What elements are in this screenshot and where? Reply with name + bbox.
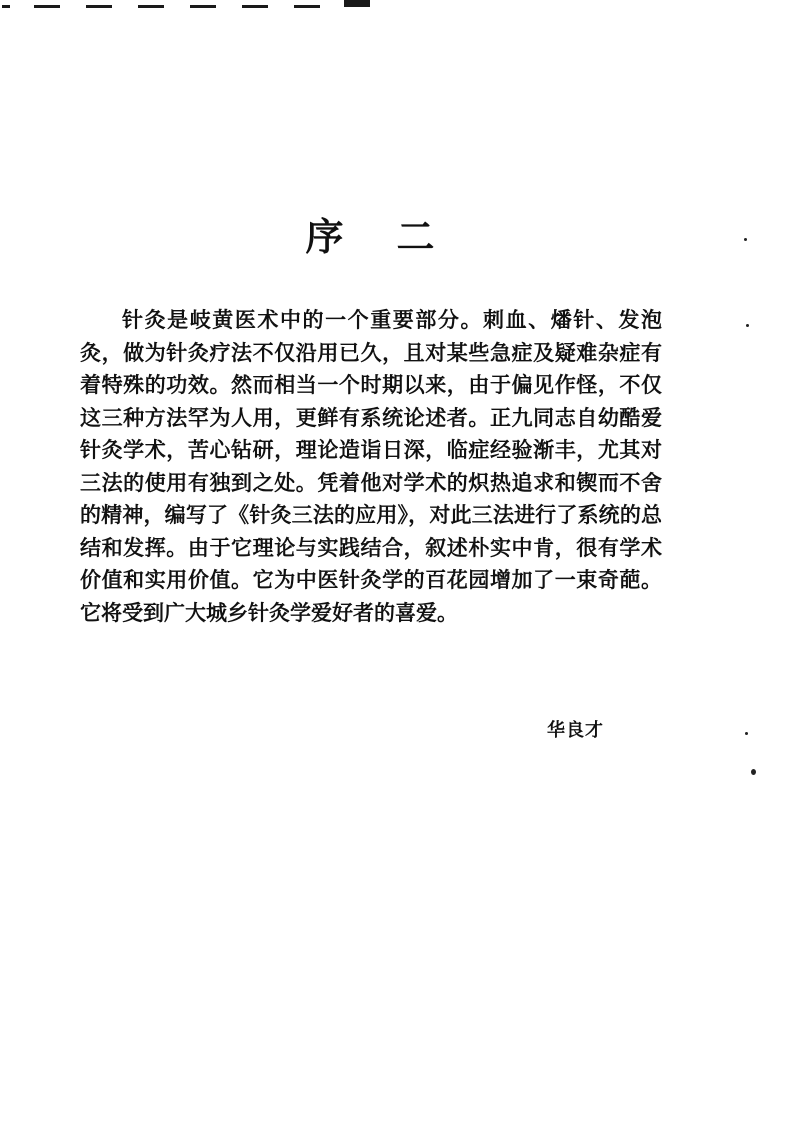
- scan-speck: [745, 732, 748, 735]
- page-title: 序 二: [305, 214, 435, 259]
- scan-speck: [751, 769, 756, 775]
- scan-speck: [744, 238, 747, 241]
- author-signature: 华良才: [547, 720, 604, 741]
- scan-edge-artifact: [0, 0, 380, 10]
- preface-body: 针灸是岐黄医术中的一个重要部分。刺血、燔针、发泡灸，做为针灸疗法不仅沿用已久，且对某些急症及疑难杂症有着特殊的功效。然而相当一个时期以来，由于偏见作怪，不仅这三种方法罕为人用，更鲜有系统论述者。正九同志自幼酷爱针灸学术，苦心钻研，理论造诣日深，临症经验渐丰，尤其对三法的使用有独到之处。凭着他对学术的炽热追求和锲而不舍的精神，编写了《针灸三法的应用》，对此三法进行了系统的总结和发挥。由于它理论与实践结合，叙述朴实中肯，很有学术价值和实用价值。它为中医针灸学的百花园增加了一束奇葩。它将受到广大城乡针灸学爱好者的喜爱。: [80, 307, 662, 625]
- scan-speck: [746, 324, 749, 327]
